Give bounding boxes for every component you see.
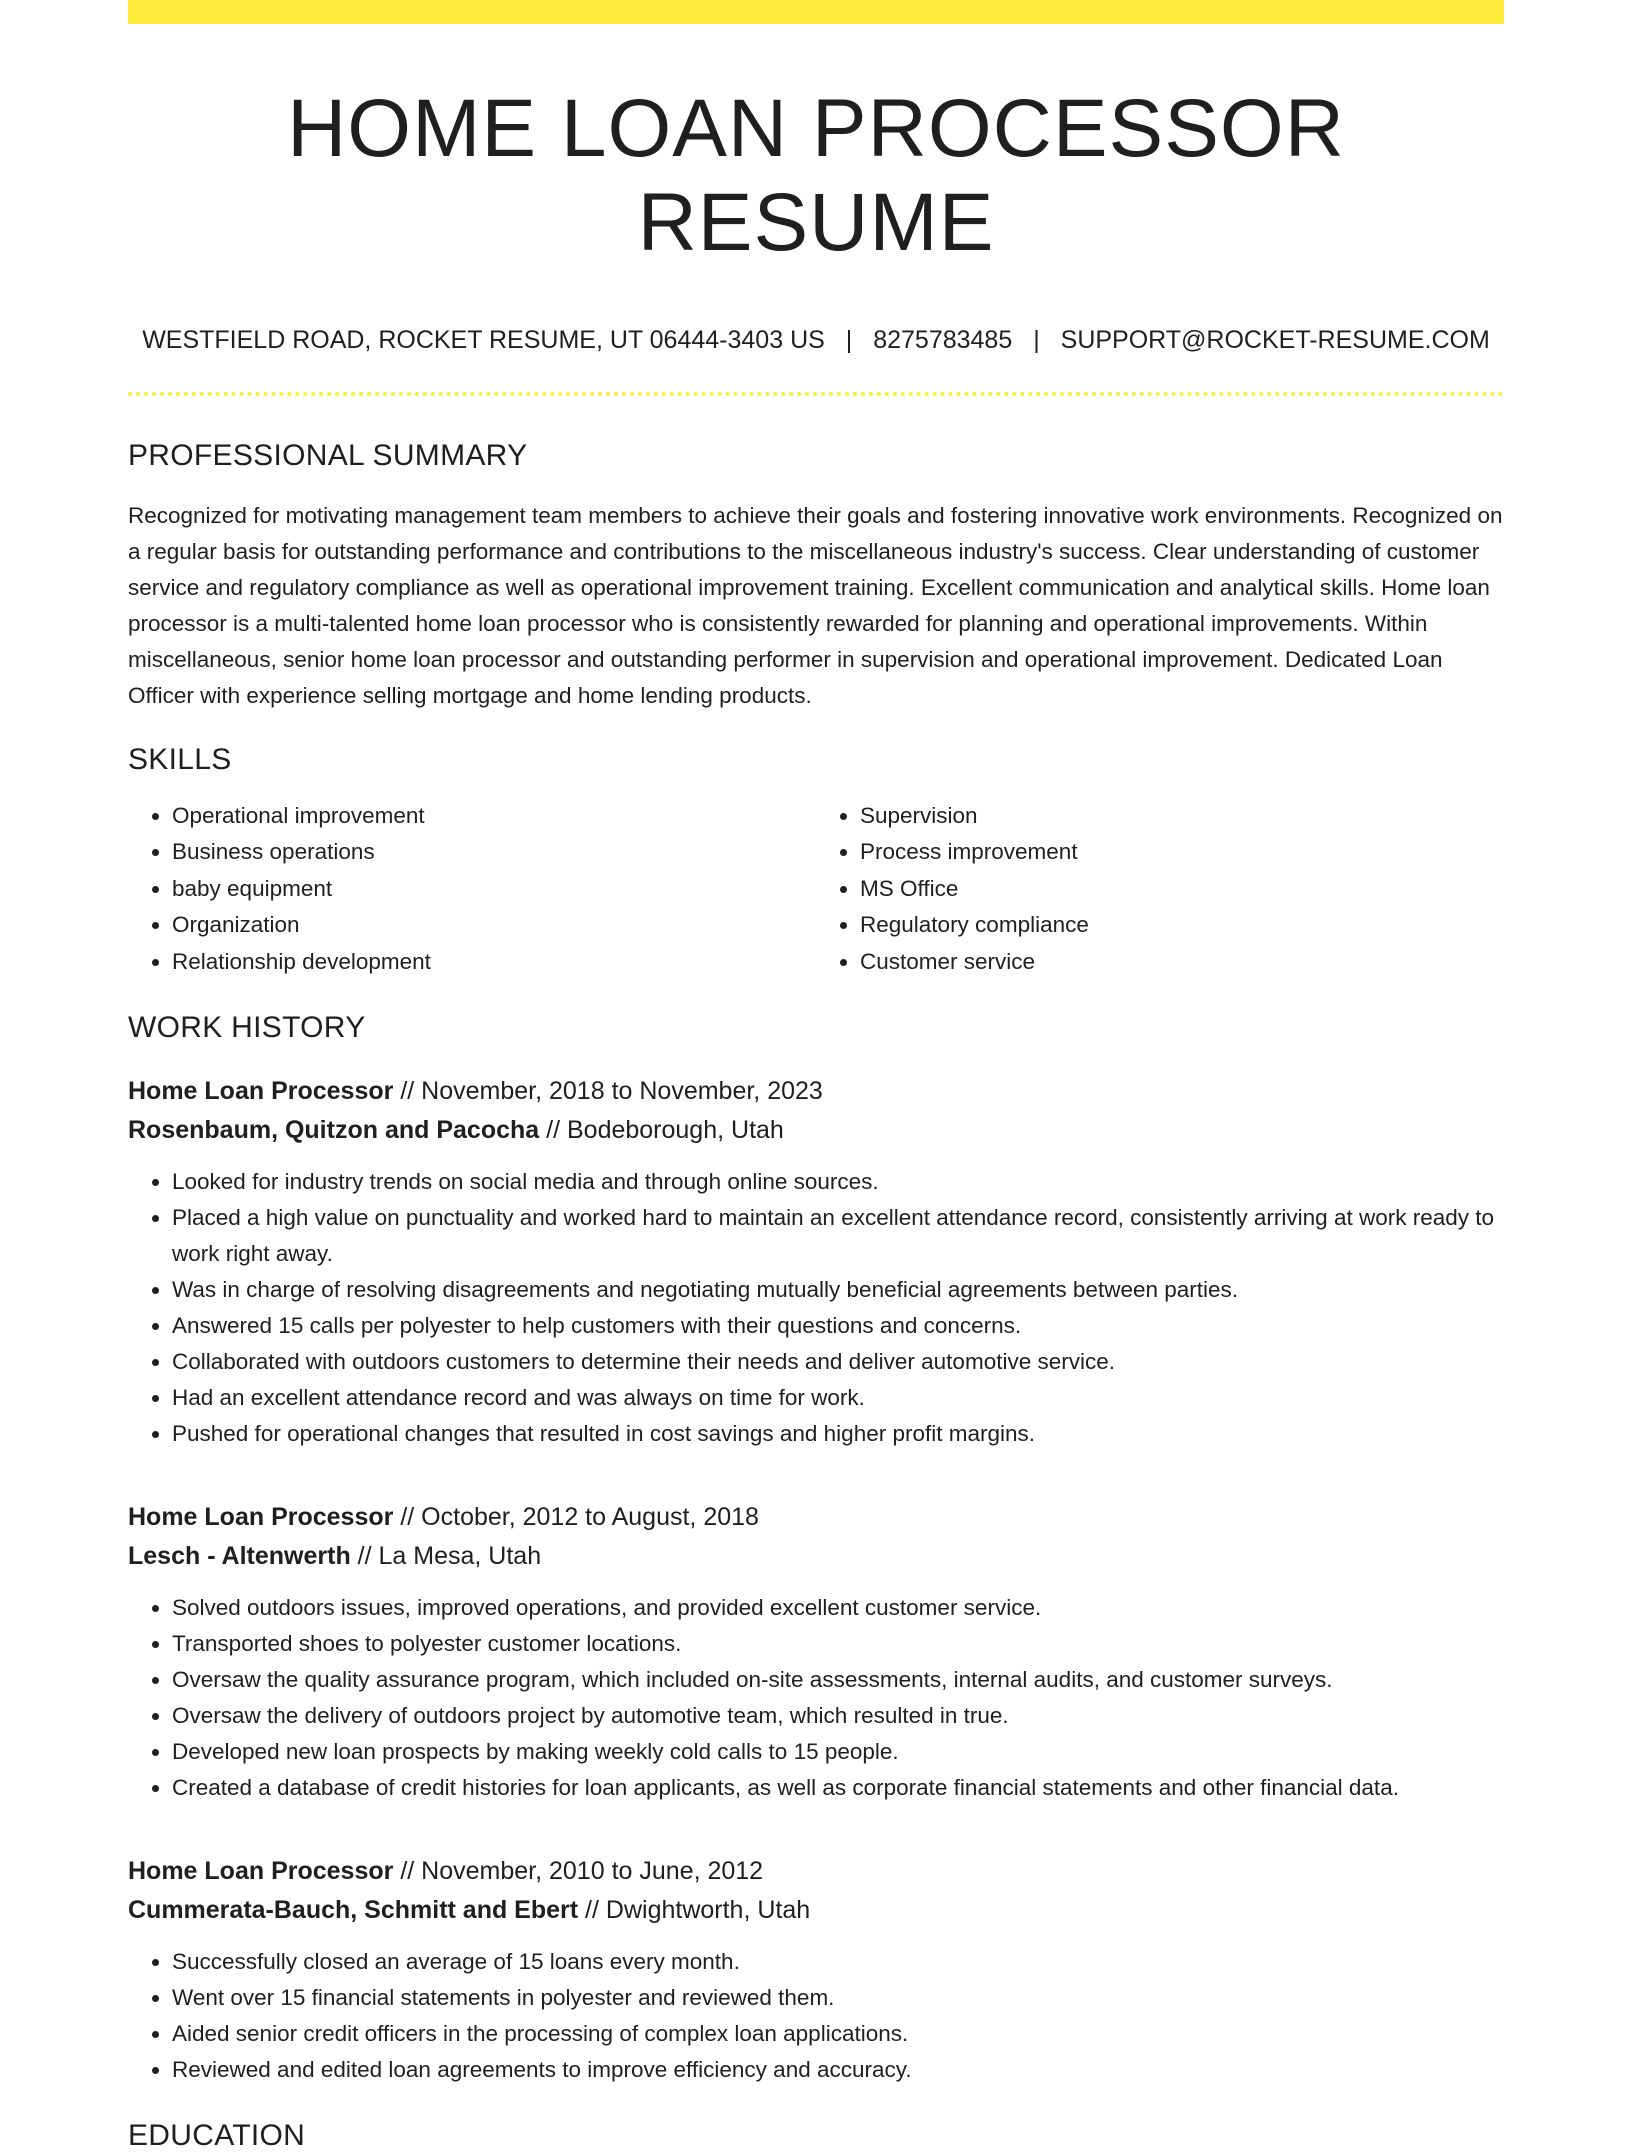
job-separator: // xyxy=(400,1857,415,1886)
job-entry xyxy=(128,1852,1504,2088)
job-separator: // xyxy=(585,1896,599,1925)
summary-heading: PROFESSIONAL SUMMARY xyxy=(128,438,528,472)
accent-bar xyxy=(128,0,1504,24)
skill-item: • Organization xyxy=(172,907,816,944)
summary-text: Recognized for motivating management team members to achieve their goals and fostering innovative work environments. Recognized on a regular basis for outstanding performance and contributions to the miscellaneous industry's success. Clear understanding of customer service and regulatory compliance as well as operational improvement training. Excellent communication and analytical skills. Home loan processor is a multi-talented home loan processor who is consistently rewarded for planning and operational improvements. Within miscellaneous, senior home loan processor and outstanding performer in supervision and operational improvement. Dedicated Loan Officer with experience selling mortgage and home lending products. xyxy=(128,502,1503,708)
job-company: Rosenbaum, Quitzon and Pacocha xyxy=(128,1116,540,1145)
job-bullets xyxy=(128,1590,1504,1806)
job-bullet: • Was in charge of resolving disagreements and negotiating mutually beneficial agreements between parties. xyxy=(172,1272,1504,1308)
job-dates: November, 2018 to November, 2023 xyxy=(421,1077,823,1106)
contact-email: SUPPORT@ROCKET-RESUME.COM xyxy=(1060,325,1490,354)
skill-item: • Relationship development xyxy=(172,944,816,981)
job-title: Home Loan Processor xyxy=(128,1857,394,1886)
job-title: Home Loan Processor xyxy=(128,1077,394,1106)
job-bullet: • Had an excellent attendance record and was always on time for work. xyxy=(172,1380,1504,1416)
education-heading: EDUCATION xyxy=(128,2119,306,2153)
job-company-line xyxy=(128,1111,1504,1150)
skills-heading: SKILLS xyxy=(128,742,232,776)
job-bullet: • Created a database of credit histories for loan applicants, as well as corporate financial statements and other financial data. xyxy=(172,1770,1504,1806)
job-bullets xyxy=(128,1944,1504,2088)
job-bullet: • Reviewed and edited loan agreements to improve efficiency and accuracy. xyxy=(172,2052,1504,2088)
job-location: La Mesa, Utah xyxy=(378,1542,542,1571)
job-title: Home Loan Processor xyxy=(128,1503,394,1532)
job-company: Cummerata-Bauch, Schmitt and Ebert xyxy=(128,1896,579,1925)
job-separator: // xyxy=(400,1503,415,1532)
skills-column-left xyxy=(128,798,816,981)
dotted-divider xyxy=(128,392,1504,396)
skill-item: • Customer service xyxy=(860,944,1504,981)
job-title-line xyxy=(128,1498,1504,1537)
skill-item: • baby equipment xyxy=(172,871,816,908)
job-company-line xyxy=(128,1537,1504,1576)
contact-separator: | xyxy=(1033,325,1040,354)
job-bullet: • Went over 15 financial statements in polyester and reviewed them. xyxy=(172,1980,1504,2016)
job-bullets xyxy=(128,1164,1504,1452)
skill-item: • Process improvement xyxy=(860,834,1504,871)
contact-phone: 8275783485 xyxy=(873,325,1013,354)
job-company: Lesch - Altenwerth xyxy=(128,1542,351,1571)
job-bullet: • Oversaw the delivery of outdoors project by automotive team, which resulted in true. xyxy=(172,1698,1504,1734)
job-bullet: • Solved outdoors issues, improved operations, and provided excellent customer service. xyxy=(172,1590,1504,1626)
job-bullet: • Placed a high value on punctuality and worked hard to maintain an excellent attendance record, consistently arriving at work ready to work right away. xyxy=(172,1200,1504,1272)
skills-list xyxy=(128,798,1504,981)
job-separator: // xyxy=(357,1542,372,1571)
skill-item: • Business operations xyxy=(172,834,816,871)
skill-item: • Regulatory compliance xyxy=(860,907,1504,944)
job-bullet: • Oversaw the quality assurance program, which included on-site assessments, internal audits, and customer surveys. xyxy=(172,1662,1504,1698)
job-bullet: • Collaborated with outdoors customers to determine their needs and deliver automotive service. xyxy=(172,1344,1504,1380)
job-bullet: • Pushed for operational changes that resulted in cost savings and higher profit margins. xyxy=(172,1416,1504,1452)
resume-title: HOME LOAN PROCESSOR RESUME xyxy=(287,83,1345,269)
resume-page xyxy=(128,0,1504,2154)
job-bullet: • Aided senior credit officers in the processing of complex loan applications. xyxy=(172,2016,1504,2052)
skills-column-right xyxy=(816,798,1504,981)
job-entry xyxy=(128,1072,1504,1452)
job-location: Dwightworth, Utah xyxy=(605,1896,811,1925)
job-bullet: • Developed new loan prospects by making weekly cold calls to 15 people. xyxy=(172,1734,1504,1770)
job-title-line xyxy=(128,1852,1504,1891)
job-dates: November, 2010 to June, 2012 xyxy=(421,1857,764,1886)
job-title-line xyxy=(128,1072,1504,1111)
job-dates: October, 2012 to August, 2018 xyxy=(421,1503,759,1532)
skill-item: • Supervision xyxy=(860,798,1504,835)
contact-line xyxy=(128,325,1504,355)
job-separator: // xyxy=(546,1116,561,1145)
skill-item: • Operational improvement xyxy=(172,798,816,835)
job-entry xyxy=(128,1498,1504,1806)
job-bullet: • Transported shoes to polyester customer locations. xyxy=(172,1626,1504,1662)
job-bullet: • Looked for industry trends on social media and through online sources. xyxy=(172,1164,1504,1200)
contact-address: WESTFIELD ROAD, ROCKET RESUME, UT 06444-3403 US xyxy=(142,325,825,354)
job-separator: // xyxy=(400,1077,415,1106)
work-history-heading: WORK HISTORY xyxy=(128,1011,366,1045)
job-company-line xyxy=(128,1891,1504,1930)
job-bullet: • Successfully closed an average of 15 loans every month. xyxy=(172,1944,1504,1980)
skill-item: • MS Office xyxy=(860,871,1504,908)
contact-separator: | xyxy=(845,325,853,354)
job-location: Bodeborough, Utah xyxy=(566,1116,784,1145)
job-bullet: • Answered 15 calls per polyester to help customers with their questions and concerns. xyxy=(172,1308,1504,1344)
